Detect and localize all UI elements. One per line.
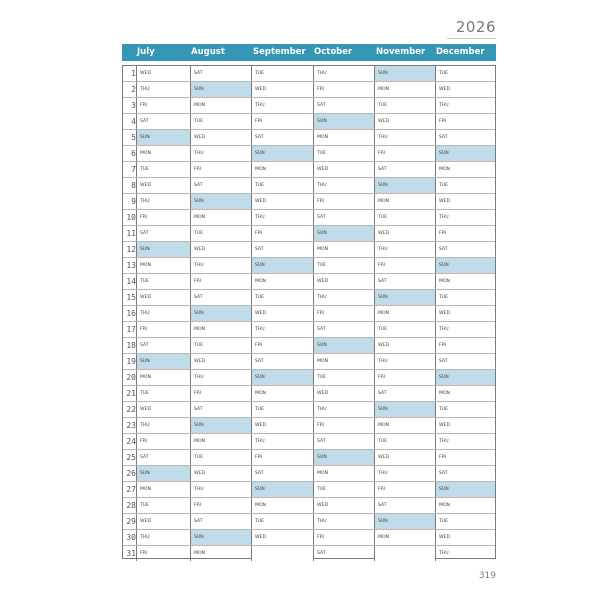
- day-cell-november[interactable]: WED: [374, 226, 435, 241]
- day-cell-august[interactable]: SAT: [190, 178, 251, 193]
- day-cell-september[interactable]: THU: [251, 322, 313, 337]
- day-cell-july[interactable]: THU: [136, 530, 190, 545]
- day-number: 13: [126, 260, 136, 270]
- day-cell-july[interactable]: SAT: [136, 226, 190, 241]
- day-cell-july[interactable]: MON: [136, 146, 190, 161]
- day-cell-december[interactable]: FRI: [435, 226, 495, 241]
- day-row: [123, 242, 495, 258]
- day-cell-december[interactable]: TUE: [435, 66, 495, 81]
- day-cell-september[interactable]: THU: [251, 210, 313, 225]
- day-cell-december[interactable]: THU: [435, 210, 495, 225]
- day-cell-december[interactable]: SAT: [435, 130, 495, 145]
- year-title: 2026: [455, 18, 496, 36]
- day-number: 6: [131, 148, 136, 158]
- month-header-bar: [122, 44, 496, 61]
- day-cell-october[interactable]: MON: [313, 242, 374, 257]
- day-cell-november[interactable]: FRI: [374, 146, 435, 161]
- day-cell-september[interactable]: WED: [251, 306, 313, 321]
- day-cell-july[interactable]: THU: [136, 418, 190, 433]
- day-number: 24: [126, 436, 136, 446]
- day-cell-december[interactable]: WED: [435, 82, 495, 97]
- day-cell-december[interactable]: MON: [435, 274, 495, 289]
- day-cell-july[interactable]: SAT: [136, 114, 190, 129]
- day-cell-july[interactable]: FRI: [136, 546, 190, 561]
- day-cell-november[interactable]: SAT: [374, 386, 435, 401]
- day-cell-august[interactable]: FRI: [190, 498, 251, 513]
- day-cell-october[interactable]: THU: [313, 66, 374, 81]
- day-cell-july[interactable]: FRI: [136, 98, 190, 113]
- day-cell-august[interactable]: THU: [190, 370, 251, 385]
- day-cell-july[interactable]: WED: [136, 402, 190, 417]
- day-cell-september[interactable]: TUE: [251, 178, 313, 193]
- day-cell-september[interactable]: MON: [251, 386, 313, 401]
- day-row: [123, 322, 495, 338]
- day-cell-november[interactable]: SAT: [374, 274, 435, 289]
- month-label-november: November: [376, 47, 426, 57]
- day-row: [123, 130, 495, 146]
- day-cell-december[interactable]: MON: [435, 386, 495, 401]
- day-cell-august[interactable]: MON: [190, 210, 251, 225]
- day-cell-december[interactable]: SAT: [435, 242, 495, 257]
- day-cell-december[interactable]: FRI: [435, 114, 495, 129]
- day-number: 4: [131, 116, 136, 126]
- day-cell-september[interactable]: TUE: [251, 514, 313, 529]
- day-cell-august[interactable]: WED: [190, 130, 251, 145]
- day-row: [123, 498, 495, 514]
- day-cell-october[interactable]: TUE: [313, 146, 374, 161]
- day-cell-october[interactable]: FRI: [313, 418, 374, 433]
- day-cell-september[interactable]: SAT: [251, 130, 313, 145]
- day-cell-december[interactable]: WED: [435, 306, 495, 321]
- day-cell-november[interactable]: MON: [374, 530, 435, 545]
- day-cell-july[interactable]: FRI: [136, 210, 190, 225]
- day-cell-september[interactable]: FRI: [251, 114, 313, 129]
- day-row: [123, 306, 495, 322]
- day-cell-december[interactable]: THU: [435, 546, 495, 561]
- day-row: [123, 82, 495, 98]
- day-cell-december[interactable]: SUN: [435, 258, 495, 273]
- month-label-october: October: [314, 47, 353, 57]
- day-cell-september[interactable]: SUN: [251, 482, 313, 497]
- day-row: [123, 546, 495, 562]
- day-cell-august[interactable]: SUN: [190, 306, 251, 321]
- day-cell-july[interactable]: SUN: [136, 466, 190, 481]
- day-cell-november[interactable]: THU: [374, 354, 435, 369]
- day-cell-july[interactable]: MON: [136, 258, 190, 273]
- day-cell-october[interactable]: SUN: [313, 450, 374, 465]
- day-row: [123, 162, 495, 178]
- day-row: [123, 402, 495, 418]
- day-cell-september[interactable]: FRI: [251, 226, 313, 241]
- month-label-july: July: [137, 47, 155, 57]
- day-cell-october[interactable]: TUE: [313, 370, 374, 385]
- day-cell-october[interactable]: THU: [313, 514, 374, 529]
- day-cell-august[interactable]: MON: [190, 546, 251, 561]
- day-cell-november[interactable]: MON: [374, 306, 435, 321]
- day-number: 11: [126, 228, 136, 238]
- day-cell-july[interactable]: MON: [136, 482, 190, 497]
- day-number: 19: [126, 356, 136, 366]
- day-number: 12: [126, 244, 136, 254]
- day-cell-july[interactable]: WED: [136, 66, 190, 81]
- day-cell-july[interactable]: TUE: [136, 498, 190, 513]
- day-number: 18: [126, 340, 136, 350]
- day-cell-august[interactable]: FRI: [190, 386, 251, 401]
- day-cell-august[interactable]: SUN: [190, 82, 251, 97]
- day-cell-october[interactable]: WED: [313, 274, 374, 289]
- day-cell-november[interactable]: SUN: [374, 290, 435, 305]
- day-number: 29: [126, 516, 136, 526]
- day-cell-october[interactable]: TUE: [313, 482, 374, 497]
- day-cell-august[interactable]: SAT: [190, 290, 251, 305]
- day-row: [123, 210, 495, 226]
- day-cell-october[interactable]: MON: [313, 130, 374, 145]
- day-cell-december[interactable]: THU: [435, 322, 495, 337]
- day-cell-august[interactable]: TUE: [190, 338, 251, 353]
- day-cell-december[interactable]: FRI: [435, 338, 495, 353]
- day-cell-december[interactable]: TUE: [435, 290, 495, 305]
- day-cell-october[interactable]: MON: [313, 354, 374, 369]
- day-cell-december[interactable]: FRI: [435, 450, 495, 465]
- day-cell-august[interactable]: THU: [190, 146, 251, 161]
- day-cell-december[interactable]: SUN: [435, 146, 495, 161]
- day-cell-october[interactable]: THU: [313, 290, 374, 305]
- day-cell-july[interactable]: TUE: [136, 386, 190, 401]
- day-cell-september[interactable]: SAT: [251, 466, 313, 481]
- day-cell-november[interactable]: SAT: [374, 498, 435, 513]
- day-cell-october[interactable]: WED: [313, 498, 374, 513]
- day-cell-september[interactable]: TUE: [251, 290, 313, 305]
- day-row: [123, 290, 495, 306]
- day-cell-november[interactable]: [374, 546, 435, 561]
- day-cell-october[interactable]: FRI: [313, 530, 374, 545]
- day-cell-september[interactable]: SUN: [251, 146, 313, 161]
- day-cell-september[interactable]: MON: [251, 498, 313, 513]
- day-number: 31: [126, 548, 136, 558]
- day-number: 5: [131, 132, 136, 142]
- day-cell-september[interactable]: WED: [251, 194, 313, 209]
- day-cell-july[interactable]: SUN: [136, 242, 190, 257]
- day-cell-september[interactable]: TUE: [251, 402, 313, 417]
- calendar-grid: [122, 65, 496, 559]
- day-cell-august[interactable]: MON: [190, 434, 251, 449]
- day-cell-august[interactable]: THU: [190, 482, 251, 497]
- day-cell-september[interactable]: THU: [251, 98, 313, 113]
- day-cell-july[interactable]: WED: [136, 290, 190, 305]
- day-cell-december[interactable]: SAT: [435, 354, 495, 369]
- day-cell-december[interactable]: TUE: [435, 514, 495, 529]
- day-row: [123, 418, 495, 434]
- day-cell-october[interactable]: SAT: [313, 98, 374, 113]
- day-cell-december[interactable]: THU: [435, 434, 495, 449]
- day-cell-october[interactable]: FRI: [313, 194, 374, 209]
- day-cell-november[interactable]: SAT: [374, 162, 435, 177]
- day-cell-october[interactable]: SAT: [313, 434, 374, 449]
- day-cell-november[interactable]: SUN: [374, 66, 435, 81]
- day-cell-july[interactable]: TUE: [136, 274, 190, 289]
- day-number: 2: [131, 84, 136, 94]
- day-cell-december[interactable]: WED: [435, 418, 495, 433]
- day-number: 26: [126, 468, 136, 478]
- day-cell-october[interactable]: WED: [313, 162, 374, 177]
- day-cell-november[interactable]: MON: [374, 418, 435, 433]
- day-cell-december[interactable]: SUN: [435, 482, 495, 497]
- day-cell-october[interactable]: TUE: [313, 258, 374, 273]
- day-cell-september[interactable]: SAT: [251, 354, 313, 369]
- day-cell-september[interactable]: WED: [251, 82, 313, 97]
- day-cell-september[interactable]: WED: [251, 418, 313, 433]
- day-cell-november[interactable]: SUN: [374, 178, 435, 193]
- day-cell-july[interactable]: WED: [136, 514, 190, 529]
- day-cell-august[interactable]: TUE: [190, 450, 251, 465]
- day-cell-november[interactable]: TUE: [374, 98, 435, 113]
- day-cell-august[interactable]: MON: [190, 322, 251, 337]
- day-cell-july[interactable]: TUE: [136, 162, 190, 177]
- day-row: [123, 434, 495, 450]
- day-cell-november[interactable]: FRI: [374, 482, 435, 497]
- day-cell-july[interactable]: FRI: [136, 322, 190, 337]
- day-cell-august[interactable]: SUN: [190, 418, 251, 433]
- day-cell-november[interactable]: TUE: [374, 322, 435, 337]
- day-cell-august[interactable]: FRI: [190, 274, 251, 289]
- day-row: [123, 226, 495, 242]
- day-cell-october[interactable]: MON: [313, 466, 374, 481]
- day-row: [123, 466, 495, 482]
- day-cell-august[interactable]: WED: [190, 354, 251, 369]
- day-cell-august[interactable]: SAT: [190, 514, 251, 529]
- day-cell-september[interactable]: FRI: [251, 450, 313, 465]
- day-cell-november[interactable]: MON: [374, 194, 435, 209]
- day-cell-august[interactable]: WED: [190, 466, 251, 481]
- day-cell-november[interactable]: WED: [374, 114, 435, 129]
- day-cell-august[interactable]: TUE: [190, 226, 251, 241]
- day-cell-august[interactable]: MON: [190, 98, 251, 113]
- day-cell-july[interactable]: THU: [136, 82, 190, 97]
- day-cell-december[interactable]: MON: [435, 498, 495, 513]
- day-number: 8: [131, 180, 136, 190]
- day-cell-october[interactable]: FRI: [313, 306, 374, 321]
- day-cell-november[interactable]: SUN: [374, 514, 435, 529]
- day-cell-july[interactable]: SUN: [136, 130, 190, 145]
- month-label-august: August: [191, 47, 225, 57]
- day-cell-september[interactable]: MON: [251, 162, 313, 177]
- day-cell-november[interactable]: FRI: [374, 258, 435, 273]
- day-cell-july[interactable]: SAT: [136, 450, 190, 465]
- day-cell-august[interactable]: SAT: [190, 402, 251, 417]
- day-cell-december[interactable]: SUN: [435, 370, 495, 385]
- day-row: [123, 98, 495, 114]
- day-cell-october[interactable]: SUN: [313, 226, 374, 241]
- day-row: [123, 194, 495, 210]
- day-row: [123, 354, 495, 370]
- day-cell-july[interactable]: SAT: [136, 338, 190, 353]
- day-cell-september[interactable]: SUN: [251, 370, 313, 385]
- day-cell-october[interactable]: SAT: [313, 210, 374, 225]
- day-row: [123, 386, 495, 402]
- day-cell-october[interactable]: FRI: [313, 82, 374, 97]
- day-cell-october[interactable]: THU: [313, 178, 374, 193]
- day-cell-july[interactable]: THU: [136, 194, 190, 209]
- day-number: 9: [131, 196, 136, 206]
- day-cell-december[interactable]: WED: [435, 194, 495, 209]
- day-cell-september[interactable]: TUE: [251, 66, 313, 81]
- day-number: 28: [126, 500, 136, 510]
- day-number: 1: [131, 68, 136, 78]
- day-cell-september[interactable]: MON: [251, 274, 313, 289]
- day-number: 22: [126, 404, 136, 414]
- day-cell-december[interactable]: MON: [435, 162, 495, 177]
- day-cell-december[interactable]: TUE: [435, 178, 495, 193]
- day-number: 25: [126, 452, 136, 462]
- day-cell-september[interactable]: THU: [251, 434, 313, 449]
- day-row: [123, 338, 495, 354]
- day-number: 7: [131, 164, 136, 174]
- day-cell-august[interactable]: SAT: [190, 66, 251, 81]
- day-cell-september[interactable]: FRI: [251, 338, 313, 353]
- day-row: [123, 258, 495, 274]
- day-cell-november[interactable]: SUN: [374, 402, 435, 417]
- day-number: 27: [126, 484, 136, 494]
- day-row: [123, 530, 495, 546]
- day-cell-july[interactable]: SUN: [136, 354, 190, 369]
- day-cell-december[interactable]: WED: [435, 530, 495, 545]
- day-cell-july[interactable]: FRI: [136, 434, 190, 449]
- day-number: 14: [126, 276, 136, 286]
- day-cell-november[interactable]: FRI: [374, 370, 435, 385]
- day-cell-august[interactable]: TUE: [190, 114, 251, 129]
- top-rule: [447, 38, 496, 39]
- day-cell-october[interactable]: THU: [313, 402, 374, 417]
- day-row: [123, 66, 495, 82]
- day-number: 17: [126, 324, 136, 334]
- day-cell-november[interactable]: WED: [374, 450, 435, 465]
- day-cell-november[interactable]: THU: [374, 130, 435, 145]
- page-number: 319: [478, 571, 496, 581]
- day-cell-august[interactable]: FRI: [190, 162, 251, 177]
- day-cell-august[interactable]: SUN: [190, 530, 251, 545]
- day-cell-november[interactable]: TUE: [374, 434, 435, 449]
- day-row: [123, 274, 495, 290]
- day-cell-september[interactable]: WED: [251, 530, 313, 545]
- day-row: [123, 482, 495, 498]
- day-cell-december[interactable]: THU: [435, 98, 495, 113]
- day-number: 10: [126, 212, 136, 222]
- day-row: [123, 370, 495, 386]
- day-cell-december[interactable]: TUE: [435, 402, 495, 417]
- day-row: [123, 146, 495, 162]
- day-cell-august[interactable]: THU: [190, 258, 251, 273]
- month-label-september: September: [253, 47, 306, 57]
- day-cell-october[interactable]: WED: [313, 386, 374, 401]
- day-number: 15: [126, 292, 136, 302]
- day-number: 3: [131, 100, 136, 110]
- day-cell-september[interactable]: SAT: [251, 242, 313, 257]
- day-number: 16: [126, 308, 136, 318]
- day-row: [123, 450, 495, 466]
- day-cell-october[interactable]: SUN: [313, 114, 374, 129]
- day-cell-november[interactable]: TUE: [374, 210, 435, 225]
- day-cell-october[interactable]: SAT: [313, 322, 374, 337]
- day-cell-september[interactable]: SUN: [251, 258, 313, 273]
- day-cell-october[interactable]: SAT: [313, 546, 374, 561]
- month-label-december: December: [436, 47, 485, 57]
- day-cell-september[interactable]: [251, 546, 313, 561]
- day-number: 21: [126, 388, 136, 398]
- day-cell-november[interactable]: WED: [374, 338, 435, 353]
- day-cell-july[interactable]: THU: [136, 306, 190, 321]
- day-row: [123, 514, 495, 530]
- day-number: 23: [126, 420, 136, 430]
- day-cell-november[interactable]: THU: [374, 466, 435, 481]
- day-row: [123, 114, 495, 130]
- day-cell-august[interactable]: SUN: [190, 194, 251, 209]
- day-number: 20: [126, 372, 136, 382]
- day-cell-july[interactable]: MON: [136, 370, 190, 385]
- day-cell-october[interactable]: SUN: [313, 338, 374, 353]
- day-cell-november[interactable]: THU: [374, 242, 435, 257]
- day-cell-december[interactable]: SAT: [435, 466, 495, 481]
- day-cell-august[interactable]: WED: [190, 242, 251, 257]
- day-number: 30: [126, 532, 136, 542]
- day-cell-july[interactable]: WED: [136, 178, 190, 193]
- day-cell-november[interactable]: MON: [374, 82, 435, 97]
- day-row: [123, 178, 495, 194]
